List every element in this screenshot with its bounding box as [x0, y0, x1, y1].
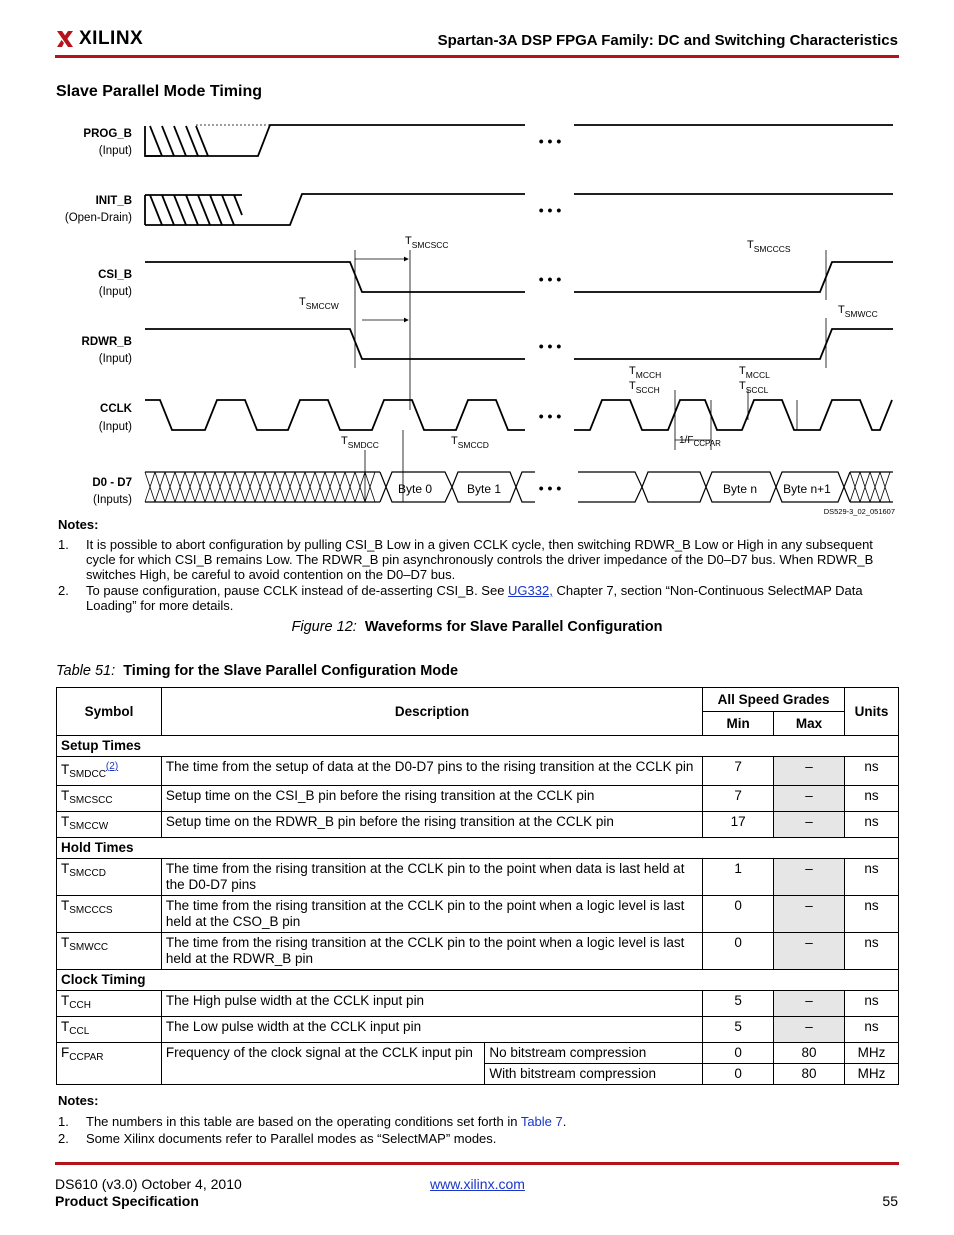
signal-dir-prog-b: (Input)	[98, 145, 132, 157]
tsmccd-label: $T_{SMCCD}$	[451, 435, 489, 450]
tsmwcc-label: $T_{SMWCC}$	[838, 304, 878, 319]
note-number: 2.	[58, 1131, 69, 1146]
rdwr-b-wave	[145, 329, 893, 359]
cclk-wave	[145, 400, 892, 430]
signal-name-prog-b: PROG_B	[83, 128, 132, 140]
prog-b-wave	[145, 125, 893, 156]
signal-name-data: D0 - D7	[92, 477, 132, 489]
byte-labels	[398, 482, 831, 496]
note-text: The numbers in this table are based on the operating conditions set forth in Table 7.	[86, 1114, 567, 1129]
footer-rule	[55, 1162, 899, 1165]
waveform-lines	[145, 125, 893, 502]
init-b-wave	[145, 194, 893, 225]
table-row: With bitstream compression 0 80 MHz	[57, 1064, 899, 1085]
signal-labels	[65, 128, 133, 506]
figure-caption	[0, 619, 954, 635]
page-number: 55	[882, 1193, 898, 1209]
table-row: $T_{SMCSCC}$ Setup time on the CSI_B pin before the rising transition at the CCLK pin 7 – ns	[57, 786, 899, 812]
logo-text: XILINX	[79, 28, 144, 49]
table-row: $T_{SMCCW}$ Setup time on the RDWR_B pin before the rising transition at the CCLK pin 17 – ns	[57, 812, 899, 838]
figure-label: Figure 12:	[291, 619, 357, 635]
ellipsis-csi-b: • • •	[538, 271, 562, 287]
waveform-diagram	[0, 100, 954, 520]
byte-1-label: Byte 1	[466, 482, 502, 496]
table-row: $T_{SMWCC}$ The time from the rising transition at the CCLK pin to the point when a logic level is last held at the RDWR_B pin 0 – ns	[57, 933, 899, 970]
doc-type: Product Specification	[55, 1193, 199, 1209]
header-symbol: Symbol	[57, 688, 162, 736]
tmccl-label: $T_{MCCL}$	[739, 365, 770, 380]
group-setup: Setup Times	[57, 736, 899, 757]
group-clock: Clock Timing	[57, 970, 899, 991]
tsccl-label: $T_{SCCL}$	[739, 380, 769, 395]
header-rule	[55, 55, 899, 58]
timing-labels	[299, 235, 878, 450]
table-row: $T_{CCH}$ The High pulse width at the CCLK input pin 5 – ns	[57, 991, 899, 1017]
signal-dir-rdwr-b: (Input)	[98, 353, 132, 365]
note-number: 1.	[58, 537, 69, 552]
table-label: Table 51:	[56, 663, 116, 679]
figure-notes-heading: Notes:	[58, 517, 99, 532]
table-row: $T_{SMCCCS}$ The time from the rising transition at the CCLK pin to the point when a logic level is last held at the CSO_B pin 0 – ns	[57, 896, 899, 933]
header-min: Min	[703, 712, 774, 736]
footer-left	[55, 1176, 242, 1210]
csi-b-wave	[145, 262, 893, 292]
signal-dir-init-b: (Open-Drain)	[64, 212, 132, 224]
note-number: 2.	[58, 583, 69, 598]
table-note-2	[58, 1131, 898, 1146]
note-text: Some Xilinx documents refer to Parallel modes as “SelectMAP” modes.	[86, 1131, 497, 1146]
header-speed-grades: All Speed Grades	[703, 688, 845, 712]
figure-title: Waveforms for Slave Parallel Configuration	[364, 619, 663, 635]
tmcch-label: $T_{MCCH}$	[629, 365, 662, 380]
xilinx-logo-icon	[55, 29, 75, 49]
ellipsis-init-b: • • •	[538, 202, 562, 218]
doc-id: DS610 (v3.0) October 4, 2010	[55, 1176, 242, 1192]
signal-name-rdwr-b: RDWR_B	[81, 336, 132, 348]
tsmcccs-label: $T_{SMCCCS}$	[747, 239, 791, 254]
signal-dir-csi-b: (Input)	[98, 286, 132, 298]
table-notes-heading: Notes:	[58, 1093, 99, 1108]
header-description: Description	[161, 688, 702, 736]
table-title: Timing for the Slave Parallel Configuration Mode	[123, 663, 459, 679]
table7-link[interactable]: Table 7	[520, 1114, 563, 1129]
table-row: $T_{SMCCD}$ The time from the rising transition at the CCLK pin to the point when data is last held at the D0-D7 pins 1 – ns	[57, 859, 899, 896]
ellipsis-rdwr-b: • • •	[538, 338, 562, 354]
signal-name-cclk: CCLK	[100, 403, 132, 415]
note-text: It is possible to abort configuration by pulling CSI_B Low in a given CCLK cycle, then switching RDWR_B Low or High in any subsequent cycle for which CSI_B remains Low. The RDWR_B pin asynchronously controls the driver impedance of the D0–D7 bus. When RDWR_B switches High, be careful to avoid contention on the D0–D7 bus.	[86, 537, 874, 582]
timing-table	[56, 687, 899, 1085]
table-note-1	[58, 1114, 898, 1129]
table-row: $T_{SMDCC}^{(2)}$ The time from the setup of data at the D0-D7 pins to the rising transition at the CCLK pin 7 – ns	[57, 757, 899, 786]
figure-id: DS529-3_02_051607	[823, 507, 895, 516]
xilinx-logo	[55, 28, 143, 50]
page-header-title: Spartan-3A DSP FPGA Family: DC and Switching Characteristics	[437, 32, 898, 49]
ellipsis-markers	[539, 133, 562, 496]
tscch-label: $T_{SCCH}$	[629, 380, 660, 395]
ellipsis-prog-b: • • •	[538, 133, 562, 149]
note-text: To pause configuration, pause CCLK instead of de-asserting CSI_B. See UG332, Chapter 7, section “Non-Continuous SelectMAP Data Loading” for more details.	[86, 583, 863, 613]
ellipsis-data: • • •	[538, 480, 562, 496]
table-row: $F_{CCPAR}$ Frequency of the clock signal at the CCLK input pin No bitstream compression 0 80 MHz	[57, 1043, 899, 1064]
note-number: 1.	[58, 1114, 69, 1129]
byte-n1-label: Byte n+1	[783, 482, 831, 496]
table-row: $T_{CCL}$ The Low pulse width at the CCLK input pin 5 – ns	[57, 1017, 899, 1043]
tsmcscc-label: $T_{SMCSCC}$	[405, 235, 449, 250]
footnote-ref[interactable]: (2)	[105, 761, 119, 772]
footer-url-link[interactable]: www.xilinx.com	[430, 1176, 525, 1192]
signal-name-csi-b: CSI_B	[98, 269, 132, 281]
section-title: Slave Parallel Mode Timing	[56, 83, 262, 100]
tsmdcc-label: $T_{SMDCC}$	[341, 435, 379, 450]
group-hold: Hold Times	[57, 838, 899, 859]
byte-0-label: Byte 0	[397, 482, 433, 496]
signal-name-init-b: INIT_B	[95, 195, 132, 207]
tsmccw-label: $T_{SMCCW}$	[299, 296, 339, 311]
table-caption	[56, 663, 458, 679]
byte-n-label: Byte n	[722, 482, 758, 496]
header-units: Units	[845, 688, 899, 736]
fccpar-label: $1/F_{CCPAR}$	[679, 435, 721, 448]
data-bus-wave	[145, 472, 893, 502]
figure-note-1	[58, 537, 898, 582]
figure-note-2	[58, 583, 898, 613]
header-max: Max	[774, 712, 845, 736]
ug332-link[interactable]: UG332,	[508, 583, 553, 598]
ellipsis-cclk: • • •	[538, 408, 562, 424]
signal-dir-data: (Inputs)	[93, 494, 132, 506]
signal-dir-cclk: (Input)	[98, 421, 132, 433]
